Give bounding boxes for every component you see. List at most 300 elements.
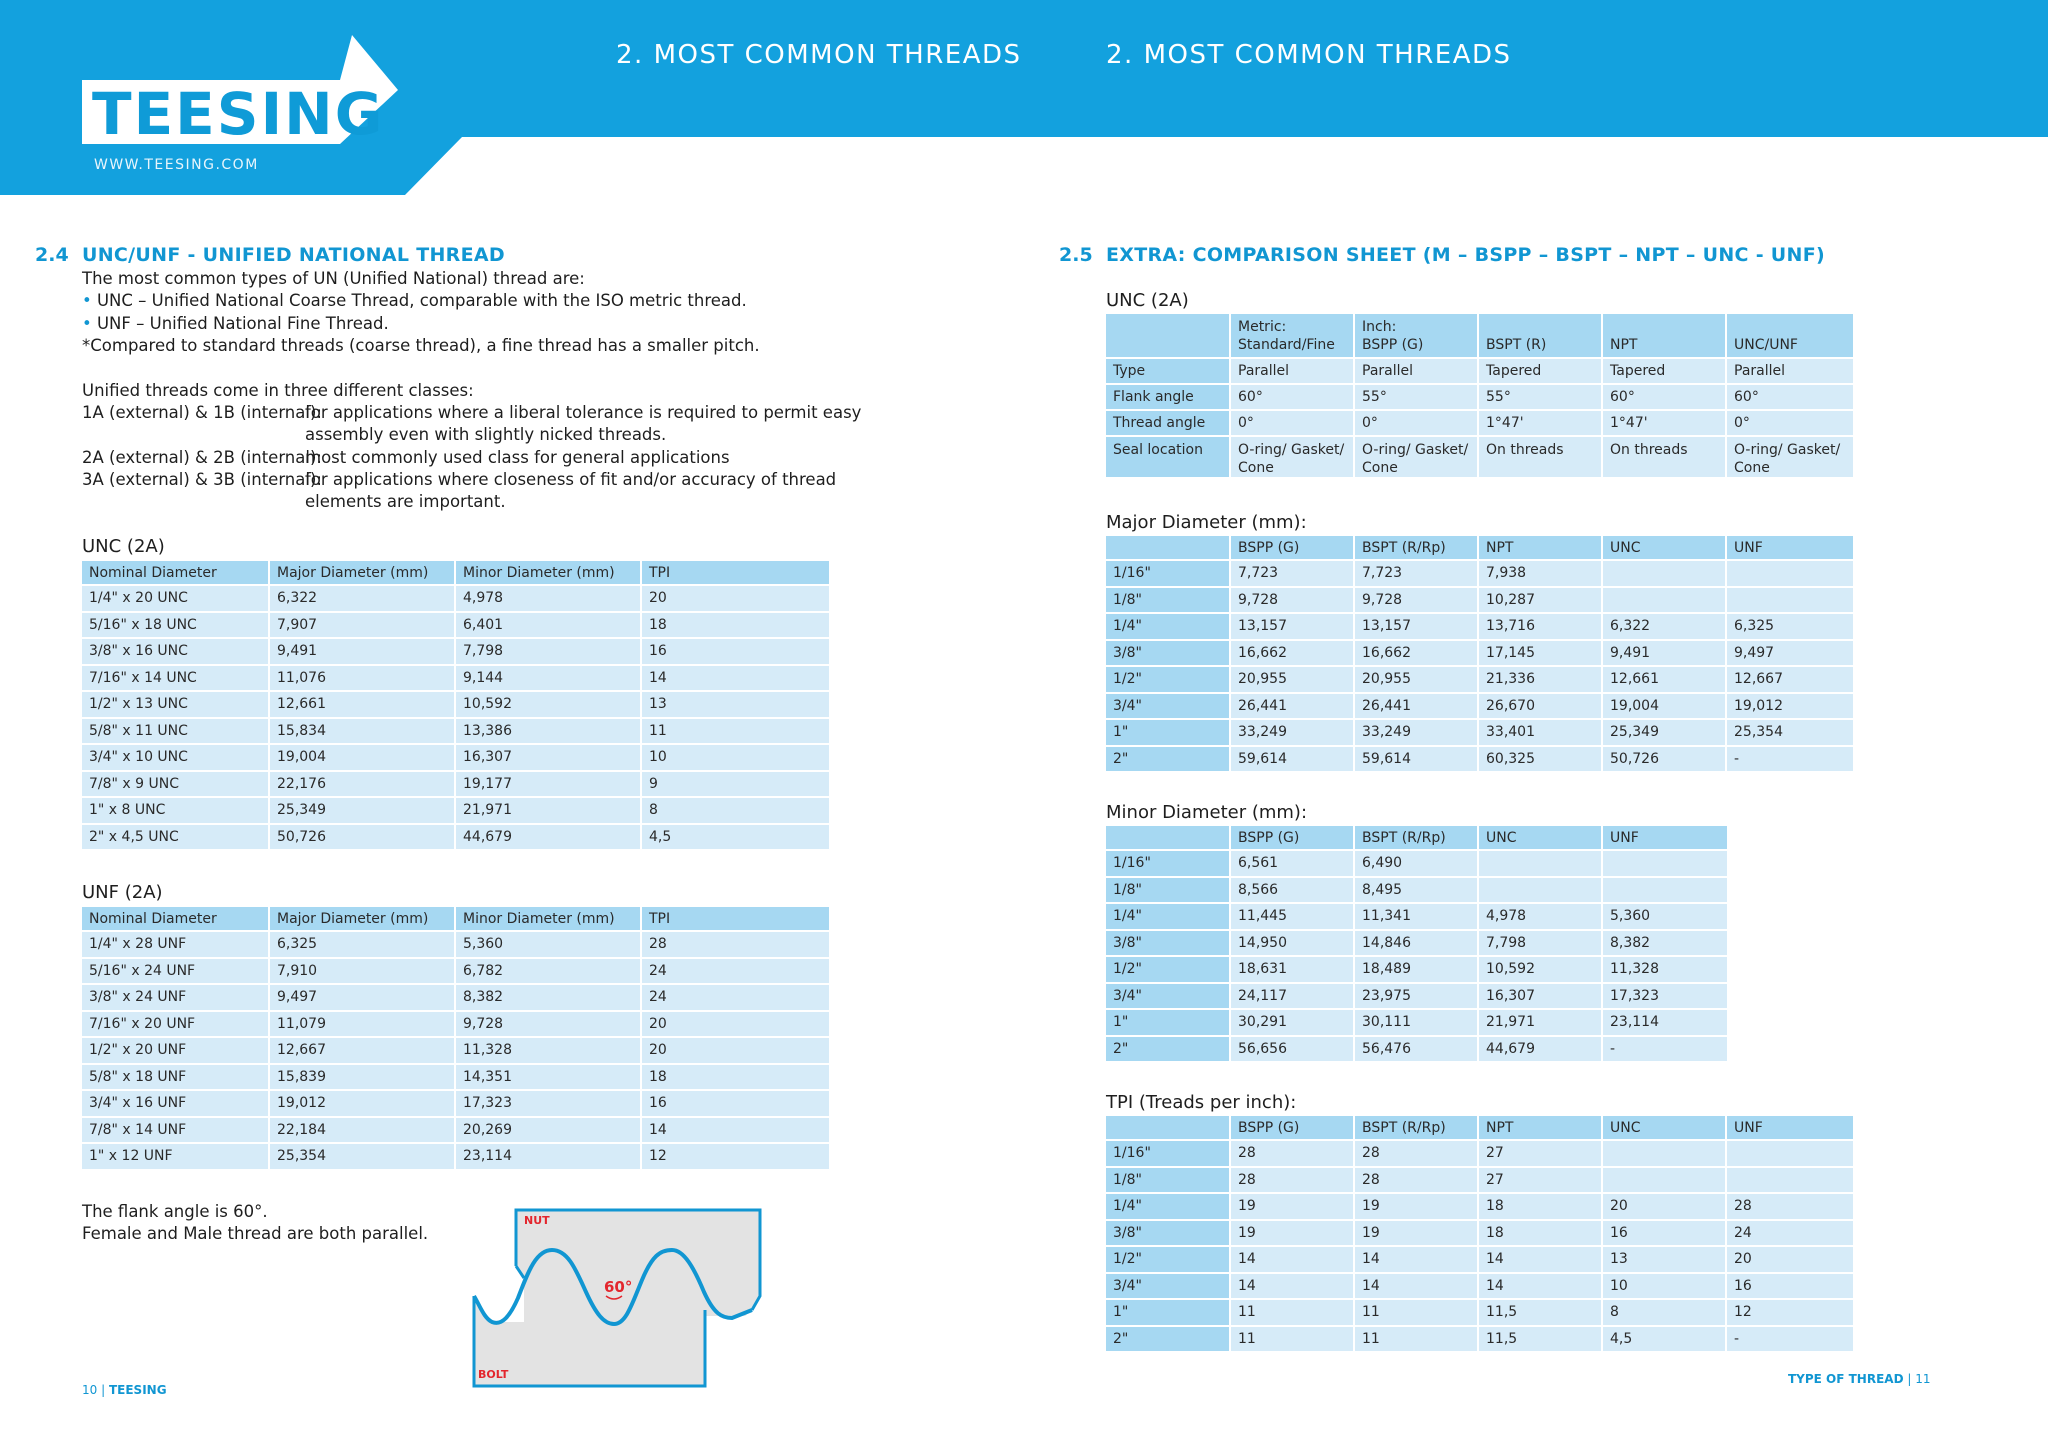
row-label-cell: 1/2"	[1106, 1246, 1230, 1273]
table-row	[82, 1011, 830, 1038]
table-row	[1106, 1326, 1854, 1353]
column-header: UNC	[1602, 1116, 1726, 1140]
table-row	[82, 984, 830, 1011]
column-header	[1106, 826, 1230, 850]
table-cell: 26,670	[1478, 693, 1602, 720]
class-2a-2b: 2A (external) & 2B (internal): most commonly used class for general applications	[82, 448, 730, 467]
table-cell: 17,145	[1478, 640, 1602, 667]
column-header: TPI	[641, 907, 830, 931]
table-cell: 44,679	[455, 824, 641, 851]
row-label-cell: 1/2" x 20 UNF	[82, 1037, 269, 1064]
table-cell: 14,846	[1354, 930, 1478, 957]
table-cell: 6,490	[1354, 850, 1478, 877]
table-cell: 16,662	[1354, 640, 1478, 667]
table-cell: 6,401	[455, 612, 641, 639]
table-cell: 19,012	[1726, 693, 1854, 720]
table-cell: 33,401	[1478, 719, 1602, 746]
thread-profile-diagram	[470, 1206, 770, 1390]
table-cell: 9,728	[455, 1011, 641, 1038]
table-cell: 9,144	[455, 665, 641, 692]
table-cell: 11	[1230, 1326, 1354, 1353]
row-label-cell: 7/8" x 9 UNC	[82, 771, 269, 798]
column-header: NPT	[1478, 1116, 1602, 1140]
table-cell	[1602, 436, 1726, 478]
table-cell	[1602, 1140, 1726, 1167]
table-cell: Parallel	[1354, 358, 1478, 384]
row-label-cell: 5/16" x 18 UNC	[82, 612, 269, 639]
table-cell: 24	[641, 958, 830, 985]
table-cell: 14	[641, 1117, 830, 1144]
table-cell: 44,679	[1478, 1036, 1602, 1063]
table-row	[1106, 587, 1854, 614]
table-cell: 9,491	[1602, 640, 1726, 667]
table-cell: 21,971	[455, 797, 641, 824]
table-cell: 12,667	[1726, 666, 1854, 693]
table-header-row	[82, 907, 830, 931]
table-cell: 4,5	[1602, 1326, 1726, 1353]
table-cell: 21,971	[1478, 1009, 1602, 1036]
table-cell: 0°	[1726, 410, 1854, 436]
table-cell: 9,497	[1726, 640, 1854, 667]
header-line-1: Inch:	[1362, 319, 1397, 335]
row-label-cell: 1/2"	[1106, 956, 1230, 983]
header-line-2: UNC/UNF	[1734, 337, 1798, 353]
row-label-cell: 7/16" x 20 UNF	[82, 1011, 269, 1038]
table-cell: 11	[641, 718, 830, 745]
row-label-cell: 1"	[1106, 719, 1230, 746]
table-row	[1106, 1273, 1854, 1300]
column-header: BSPT (R/Rp)	[1354, 536, 1478, 560]
row-label-cell: 1/8"	[1106, 587, 1230, 614]
table-cell: 24,117	[1230, 983, 1354, 1010]
column-header	[1230, 314, 1354, 358]
table-cell: 7,723	[1354, 560, 1478, 587]
table-cell: 14	[1354, 1246, 1478, 1273]
table-cell: 13,716	[1478, 613, 1602, 640]
flank-angle-note: The flank angle is 60°.	[82, 1202, 268, 1221]
cell-line-2: Cone	[1238, 460, 1274, 476]
table-cell: 4,5	[641, 824, 830, 851]
table-cell: 20,955	[1230, 666, 1354, 693]
table-cell: 4,978	[1478, 903, 1602, 930]
row-label-cell: 1/16"	[1106, 560, 1230, 587]
row-label-cell: 3/8" x 24 UNF	[82, 984, 269, 1011]
column-header	[1602, 314, 1726, 358]
table-row	[82, 797, 830, 824]
classes-intro: Unified threads come in three different classes:	[82, 381, 474, 400]
major-diameter-table	[1106, 536, 1855, 773]
row-label-cell: 1/4"	[1106, 903, 1230, 930]
table-cell: 27	[1478, 1140, 1602, 1167]
table-cell	[1726, 587, 1854, 614]
row-label-cell: Seal location	[1106, 436, 1230, 478]
table-row	[1106, 903, 1728, 930]
row-label-cell: 2"	[1106, 1326, 1230, 1353]
table-cell: -	[1726, 746, 1854, 773]
table-cell: 8	[1602, 1299, 1726, 1326]
table-cell: 23,975	[1354, 983, 1478, 1010]
table-row	[1106, 1009, 1728, 1036]
table-cell: 18	[1478, 1193, 1602, 1220]
column-header: UNF	[1726, 1116, 1854, 1140]
header-line-1	[1610, 318, 1718, 336]
row-label-cell: Thread angle	[1106, 410, 1230, 436]
column-header: Nominal Diameter	[82, 907, 269, 931]
row-label-cell: Flank angle	[1106, 384, 1230, 410]
table-row	[82, 1143, 830, 1170]
table-cell: 6,322	[1602, 613, 1726, 640]
table-cell: 13	[1602, 1246, 1726, 1273]
table-row	[1106, 1167, 1854, 1194]
row-label-cell: 3/4" x 10 UNC	[82, 744, 269, 771]
table-cell: 17,323	[1602, 983, 1728, 1010]
header-line-2: NPT	[1610, 337, 1638, 353]
table-cell: 6,561	[1230, 850, 1354, 877]
row-label-cell: 1/8"	[1106, 877, 1230, 904]
column-header: BSPP (G)	[1230, 1116, 1354, 1140]
table-cell: -	[1726, 1326, 1854, 1353]
class-3a-3b: 3A (external) & 3B (internal): for applications where closeness of fit and/or accuracy of thread elements are important.	[82, 470, 837, 512]
row-label-cell: 1/4" x 20 UNC	[82, 585, 269, 612]
table-cell: 26,441	[1354, 693, 1478, 720]
table-cell: 16,662	[1230, 640, 1354, 667]
footer-left: 10 | TEESING	[82, 1383, 167, 1397]
table-row	[82, 931, 830, 958]
tpi-caption: TPI (Treads per inch):	[1106, 1092, 1297, 1113]
table-cell: 14	[641, 665, 830, 692]
row-label-cell: 1/4"	[1106, 1193, 1230, 1220]
table-cell: 11	[1354, 1326, 1478, 1353]
table-cell: 11	[1230, 1299, 1354, 1326]
table-row	[82, 691, 830, 718]
table-cell: 60°	[1602, 384, 1726, 410]
table-row	[1106, 640, 1854, 667]
table-row	[1106, 1220, 1854, 1247]
cell-line-1: O-ring/ Gasket/	[1734, 442, 1841, 458]
header-line-1	[1734, 318, 1846, 336]
table-row-seal-location	[1106, 436, 1854, 478]
row-label-cell: 1"	[1106, 1299, 1230, 1326]
column-header: UNF	[1726, 536, 1854, 560]
table-cell: 14	[1354, 1273, 1478, 1300]
table-cell: 7,907	[269, 612, 455, 639]
table-cell: 19	[1354, 1193, 1478, 1220]
table-header-row	[1106, 314, 1854, 358]
column-header: Minor Diameter (mm)	[455, 907, 641, 931]
row-label-cell: 3/8"	[1106, 1220, 1230, 1247]
table-cell: 8,382	[455, 984, 641, 1011]
table-cell: 23,114	[1602, 1009, 1728, 1036]
table-header-row	[1106, 536, 1854, 560]
table-row	[1106, 358, 1854, 384]
table-cell: 6,782	[455, 958, 641, 985]
table-cell: 19	[1230, 1193, 1354, 1220]
column-header: BSPP (G)	[1230, 536, 1354, 560]
table-cell: 10,592	[1478, 956, 1602, 983]
table-cell: 7,723	[1230, 560, 1354, 587]
table-header-row	[82, 561, 830, 585]
table-cell: Tapered	[1478, 358, 1602, 384]
table-cell	[1602, 850, 1728, 877]
column-header	[1726, 314, 1854, 358]
table-cell: 6,325	[1726, 613, 1854, 640]
table-cell: 16	[1726, 1273, 1854, 1300]
table-cell: 10,287	[1478, 587, 1602, 614]
table-cell: 27	[1478, 1167, 1602, 1194]
row-label-cell: 2"	[1106, 1036, 1230, 1063]
column-header	[1354, 314, 1478, 358]
column-header: BSPT (R/Rp)	[1354, 1116, 1478, 1140]
table-cell: 10	[1602, 1273, 1726, 1300]
table-cell: 55°	[1354, 384, 1478, 410]
table-cell: 26,441	[1230, 693, 1354, 720]
table-cell	[1726, 1167, 1854, 1194]
table-cell: 13,157	[1230, 613, 1354, 640]
table-cell: 19,012	[269, 1090, 455, 1117]
row-label-cell: 2" x 4,5 UNC	[82, 824, 269, 851]
table-row	[82, 718, 830, 745]
table-row	[1106, 930, 1728, 957]
table-cell: 23,114	[455, 1143, 641, 1170]
row-label-cell: 1/4"	[1106, 613, 1230, 640]
table-row	[82, 612, 830, 639]
table-cell: 11,328	[1602, 956, 1728, 983]
table-cell: 9,728	[1230, 587, 1354, 614]
table-cell: 10	[641, 744, 830, 771]
table-cell: 7,798	[1478, 930, 1602, 957]
column-header: BSPP (G)	[1230, 826, 1354, 850]
table-cell: 12,667	[269, 1037, 455, 1064]
right-page-title: 2. MOST COMMON THREADS	[1106, 40, 1512, 70]
table-cell: 60°	[1726, 384, 1854, 410]
row-label-cell: 1" x 8 UNC	[82, 797, 269, 824]
website-link[interactable]: WWW.TEESING.COM	[94, 157, 259, 173]
table-cell: 8,382	[1602, 930, 1728, 957]
row-label-cell: 5/8" x 18 UNF	[82, 1064, 269, 1091]
header-line-1	[1113, 336, 1222, 354]
table-cell: 28	[1230, 1167, 1354, 1194]
table-row	[1106, 410, 1854, 436]
row-label-cell: 5/16" x 24 UNF	[82, 958, 269, 985]
minor-diameter-table	[1106, 826, 1729, 1063]
table-cell: 0°	[1354, 410, 1478, 436]
bullet-icon: •	[82, 314, 92, 333]
table-cell: 8	[641, 797, 830, 824]
table-row	[1106, 666, 1854, 693]
table-row	[1106, 1246, 1854, 1273]
table-cell: 20,955	[1354, 666, 1478, 693]
table-cell: 14	[1230, 1273, 1354, 1300]
table-cell: 13	[641, 691, 830, 718]
column-header: Major Diameter (mm)	[269, 561, 455, 585]
table-cell: 22,176	[269, 771, 455, 798]
table-cell: 50,726	[1602, 746, 1726, 773]
table-cell: 5,360	[1602, 903, 1728, 930]
bolt-label: BOLT	[478, 1368, 509, 1381]
table-cell: 20	[1726, 1246, 1854, 1273]
table-row	[1106, 983, 1728, 1010]
column-header	[1106, 1116, 1230, 1140]
table-cell: 28	[641, 931, 830, 958]
row-label-cell: 3/8"	[1106, 640, 1230, 667]
table-row	[82, 744, 830, 771]
table-cell: 14	[1478, 1273, 1602, 1300]
table-cell: 1°47'	[1478, 410, 1602, 436]
table-cell: 56,476	[1354, 1036, 1478, 1063]
table-cell: 14	[1230, 1246, 1354, 1273]
table-cell	[1726, 1140, 1854, 1167]
table-cell: 6,322	[269, 585, 455, 612]
row-label-cell: 2"	[1106, 746, 1230, 773]
table-cell: 14	[1478, 1246, 1602, 1273]
table-cell: 4,978	[455, 585, 641, 612]
intro-note: *Compared to standard threads (coarse thread), a fine thread has a smaller pitch.	[82, 336, 760, 355]
table-row	[82, 1090, 830, 1117]
table-row	[1106, 1140, 1854, 1167]
table-cell: 19,004	[269, 744, 455, 771]
table-row	[82, 771, 830, 798]
table-row	[82, 824, 830, 851]
table-cell: 9	[641, 771, 830, 798]
row-label-cell: 1" x 12 UNF	[82, 1143, 269, 1170]
table-row	[1106, 1193, 1854, 1220]
table-cell: 60°	[1230, 384, 1354, 410]
table-cell: 14,351	[455, 1064, 641, 1091]
row-label-cell: 3/4"	[1106, 693, 1230, 720]
column-header: UNF	[1602, 826, 1728, 850]
cell-line-1: O-ring/ Gasket/	[1238, 442, 1345, 458]
intro-bullet-unf: • UNF – Unified National Fine Thread.	[82, 314, 389, 333]
table-cell: 17,323	[455, 1090, 641, 1117]
table-cell: 16,307	[1478, 983, 1602, 1010]
column-header	[1106, 314, 1230, 358]
cell-line-1: On threads	[1486, 442, 1564, 458]
table-cell: 16	[641, 1090, 830, 1117]
table-cell: 1°47'	[1602, 410, 1726, 436]
table-cell: 11	[1354, 1299, 1478, 1326]
table-cell: 28	[1230, 1140, 1354, 1167]
teesing-logo: TEESING	[92, 80, 385, 148]
table-cell: 24	[641, 984, 830, 1011]
row-label-cell: 1/2"	[1106, 666, 1230, 693]
table-cell: 12,661	[269, 691, 455, 718]
table-cell: 19	[1354, 1220, 1478, 1247]
table-cell: 18,631	[1230, 956, 1354, 983]
table-cell: 6,325	[269, 931, 455, 958]
table-cell: Tapered	[1602, 358, 1726, 384]
table-cell: 25,354	[269, 1143, 455, 1170]
table-cell	[1602, 560, 1726, 587]
table-cell: 11,5	[1478, 1326, 1602, 1353]
table-cell: 30,291	[1230, 1009, 1354, 1036]
tpi-table	[1106, 1116, 1855, 1353]
table-cell: 10,592	[455, 691, 641, 718]
row-label-cell: 1"	[1106, 1009, 1230, 1036]
row-label-cell: 1/2" x 13 UNC	[82, 691, 269, 718]
section-title-comparison: EXTRA: COMPARISON SHEET (M – BSPP – BSPT – NPT – UNC - UNF)	[1106, 244, 1825, 266]
cell-line-1: On threads	[1610, 442, 1688, 458]
table-cell	[1726, 436, 1854, 478]
table-row	[82, 665, 830, 692]
section-number-2-4: 2.4	[35, 244, 69, 266]
table-cell	[1726, 560, 1854, 587]
parallel-note: Female and Male thread are both parallel.	[82, 1224, 429, 1243]
comparison-table	[1106, 314, 1855, 479]
table-cell: 56,656	[1230, 1036, 1354, 1063]
minor-diameter-caption: Minor Diameter (mm):	[1106, 802, 1308, 823]
angle-label: 60°	[604, 1278, 633, 1296]
row-label-cell: 3/4" x 16 UNF	[82, 1090, 269, 1117]
intro-bullet-unc: • UNC – Unified National Coarse Thread, comparable with the ISO metric thread.	[82, 291, 747, 310]
row-label-cell: 3/8" x 16 UNC	[82, 638, 269, 665]
table-cell: 12,661	[1602, 666, 1726, 693]
column-header: Nominal Diameter	[82, 561, 269, 585]
row-label-cell: 7/16" x 14 UNC	[82, 665, 269, 692]
table-cell: 8,495	[1354, 877, 1478, 904]
table-cell: 13,386	[455, 718, 641, 745]
table-cell: 25,349	[1602, 719, 1726, 746]
table-cell: 8,566	[1230, 877, 1354, 904]
row-label-cell: 1/4" x 28 UNF	[82, 931, 269, 958]
table-cell: 0°	[1230, 410, 1354, 436]
table-cell: 16	[1602, 1220, 1726, 1247]
table-cell: 19	[1230, 1220, 1354, 1247]
bullet-icon: •	[82, 291, 92, 310]
unc-table-caption: UNC (2A)	[82, 536, 165, 557]
class-1a-1b: 1A (external) & 1B (internal): for applications where a liberal tolerance is required to permit easy assembly even with slightly nicked threads.	[82, 403, 862, 445]
table-cell: 11,341	[1354, 903, 1478, 930]
table-cell: 33,249	[1230, 719, 1354, 746]
table-cell: 25,349	[269, 797, 455, 824]
table-cell	[1478, 436, 1602, 478]
table-cell	[1602, 877, 1728, 904]
table-cell: 11,076	[269, 665, 455, 692]
table-cell: 55°	[1478, 384, 1602, 410]
table-cell: 16,307	[455, 744, 641, 771]
table-row	[1106, 1299, 1854, 1326]
table-cell	[1602, 587, 1726, 614]
table-cell: 50,726	[269, 824, 455, 851]
row-label-cell: 5/8" x 11 UNC	[82, 718, 269, 745]
table-cell: 18	[641, 612, 830, 639]
table-row	[82, 585, 830, 612]
section-title-unc-unf: UNC/UNF - UNIFIED NATIONAL THREAD	[82, 244, 505, 266]
column-header: Minor Diameter (mm)	[455, 561, 641, 585]
table-cell: 20	[1602, 1193, 1726, 1220]
table-cell: 12	[1726, 1299, 1854, 1326]
intro-line: The most common types of UN (Unified National) thread are:	[82, 269, 585, 288]
table-cell: 30,111	[1354, 1009, 1478, 1036]
left-page-title: 2. MOST COMMON THREADS	[616, 40, 1022, 70]
table-cell: 28	[1726, 1193, 1854, 1220]
table-cell: 11,328	[455, 1037, 641, 1064]
table-cell	[1478, 850, 1602, 877]
table-row	[82, 638, 830, 665]
row-label-cell: 3/8"	[1106, 930, 1230, 957]
column-header: NPT	[1478, 536, 1602, 560]
table-cell: 11,445	[1230, 903, 1354, 930]
unf-table-caption: UNF (2A)	[82, 882, 163, 903]
cell-line-2: Cone	[1734, 460, 1770, 476]
table-cell: 18,489	[1354, 956, 1478, 983]
table-cell	[1230, 436, 1354, 478]
table-row	[1106, 693, 1854, 720]
column-header: BSPT (R/Rp)	[1354, 826, 1478, 850]
table-cell: 5,360	[455, 931, 641, 958]
table-cell: 11,5	[1478, 1299, 1602, 1326]
row-label-cell: Type	[1106, 358, 1230, 384]
table-row	[82, 1064, 830, 1091]
